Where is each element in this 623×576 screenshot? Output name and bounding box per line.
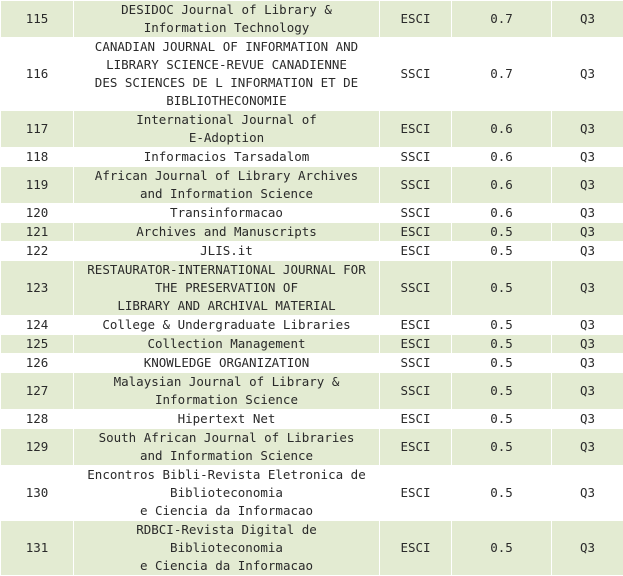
rank-cell: 122 (1, 242, 74, 261)
journal-title-cell: RDBCI-Revista Digital de Biblioteconomia e Ciencia da Informacao (74, 521, 380, 576)
rank-cell: 119 (1, 167, 74, 204)
journal-title-cell: JLIS.it (74, 242, 380, 261)
journal-title-cell: African Journal of Library Archives and Information Science (74, 167, 380, 204)
impact-factor-cell: 0.5 (452, 429, 552, 466)
index-cell: ESCI (380, 521, 452, 576)
quartile-cell: Q3 (552, 429, 623, 466)
impact-factor-cell: 0.5 (452, 466, 552, 521)
table-row (1, 316, 623, 335)
table-row (1, 167, 623, 204)
journal-title-cell: CANADIAN JOURNAL OF INFORMATION AND LIBRARY SCIENCE-REVUE CANADIENNE DES SCIENCES DE L INFORMATION ET DE BIBLIOTHECONOMIE (74, 38, 380, 111)
quartile-cell: Q3 (552, 204, 623, 223)
table-row (1, 410, 623, 429)
impact-factor-cell: 0.6 (452, 204, 552, 223)
table-row (1, 429, 623, 466)
journal-title-cell: International Journal of E-Adoption (74, 111, 380, 148)
quartile-cell: Q3 (552, 1, 623, 38)
index-cell: ESCI (380, 242, 452, 261)
journal-title-cell: Hipertext Net (74, 410, 380, 429)
quartile-cell: Q3 (552, 466, 623, 521)
index-cell: SSCI (380, 167, 452, 204)
journal-title-cell: Collection Management (74, 335, 380, 354)
table-row (1, 148, 623, 167)
rank-cell: 121 (1, 223, 74, 242)
impact-factor-cell: 0.6 (452, 167, 552, 204)
index-cell: ESCI (380, 335, 452, 354)
table-row (1, 261, 623, 316)
index-cell: SSCI (380, 148, 452, 167)
impact-factor-cell: 0.6 (452, 148, 552, 167)
quartile-cell: Q3 (552, 354, 623, 373)
table-row (1, 38, 623, 111)
rank-cell: 126 (1, 354, 74, 373)
table-row (1, 223, 623, 242)
rank-cell: 123 (1, 261, 74, 316)
quartile-cell: Q3 (552, 373, 623, 410)
quartile-cell: Q3 (552, 167, 623, 204)
impact-factor-cell: 0.5 (452, 223, 552, 242)
impact-factor-cell: 0.5 (452, 242, 552, 261)
rank-cell: 129 (1, 429, 74, 466)
index-cell: SSCI (380, 373, 452, 410)
rank-cell: 117 (1, 111, 74, 148)
journal-title-cell: KNOWLEDGE ORGANIZATION (74, 354, 380, 373)
impact-factor-cell: 0.5 (452, 335, 552, 354)
rank-cell: 125 (1, 335, 74, 354)
journal-title-cell: College & Undergraduate Libraries (74, 316, 380, 335)
rank-cell: 116 (1, 38, 74, 111)
impact-factor-cell: 0.5 (452, 373, 552, 410)
index-cell: ESCI (380, 111, 452, 148)
index-cell: SSCI (380, 261, 452, 316)
table-row (1, 1, 623, 38)
index-cell: ESCI (380, 1, 452, 38)
journal-title-cell: Malaysian Journal of Library & Information Science (74, 373, 380, 410)
impact-factor-cell: 0.7 (452, 38, 552, 111)
table-row (1, 111, 623, 148)
index-cell: SSCI (380, 204, 452, 223)
table-row (1, 204, 623, 223)
index-cell: SSCI (380, 354, 452, 373)
index-cell: ESCI (380, 316, 452, 335)
rank-cell: 118 (1, 148, 74, 167)
impact-factor-cell: 0.7 (452, 1, 552, 38)
rank-cell: 115 (1, 1, 74, 38)
index-cell: ESCI (380, 223, 452, 242)
impact-factor-cell: 0.5 (452, 316, 552, 335)
table-row (1, 354, 623, 373)
quartile-cell: Q3 (552, 335, 623, 354)
journal-title-cell: RESTAURATOR-INTERNATIONAL JOURNAL FOR THE PRESERVATION OF LIBRARY AND ARCHIVAL MATERIAL (74, 261, 380, 316)
impact-factor-cell: 0.5 (452, 261, 552, 316)
journal-title-cell: DESIDOC Journal of Library & Information Technology (74, 1, 380, 38)
journal-title-cell: Transinformacao (74, 204, 380, 223)
journal-title-cell: South African Journal of Libraries and Information Science (74, 429, 380, 466)
index-cell: ESCI (380, 466, 452, 521)
rank-cell: 120 (1, 204, 74, 223)
quartile-cell: Q3 (552, 242, 623, 261)
rank-cell: 130 (1, 466, 74, 521)
impact-factor-cell: 0.5 (452, 521, 552, 576)
quartile-cell: Q3 (552, 148, 623, 167)
rank-cell: 127 (1, 373, 74, 410)
impact-factor-cell: 0.5 (452, 354, 552, 373)
quartile-cell: Q3 (552, 261, 623, 316)
table-row (1, 373, 623, 410)
table-row (1, 466, 623, 521)
quartile-cell: Q3 (552, 223, 623, 242)
journal-title-cell: Archives and Manuscripts (74, 223, 380, 242)
quartile-cell: Q3 (552, 316, 623, 335)
index-cell: SSCI (380, 38, 452, 111)
journal-title-cell: Informacios Tarsadalom (74, 148, 380, 167)
impact-factor-cell: 0.5 (452, 410, 552, 429)
table-row (1, 335, 623, 354)
journal-title-cell: Encontros Bibli-Revista Eletronica de Biblioteconomia e Ciencia da Informacao (74, 466, 380, 521)
rank-cell: 131 (1, 521, 74, 576)
quartile-cell: Q3 (552, 38, 623, 111)
quartile-cell: Q3 (552, 521, 623, 576)
rank-cell: 128 (1, 410, 74, 429)
index-cell: ESCI (380, 429, 452, 466)
impact-factor-cell: 0.6 (452, 111, 552, 148)
quartile-cell: Q3 (552, 410, 623, 429)
table-row (1, 242, 623, 261)
index-cell: ESCI (380, 410, 452, 429)
table-row (1, 521, 623, 576)
quartile-cell: Q3 (552, 111, 623, 148)
rank-cell: 124 (1, 316, 74, 335)
